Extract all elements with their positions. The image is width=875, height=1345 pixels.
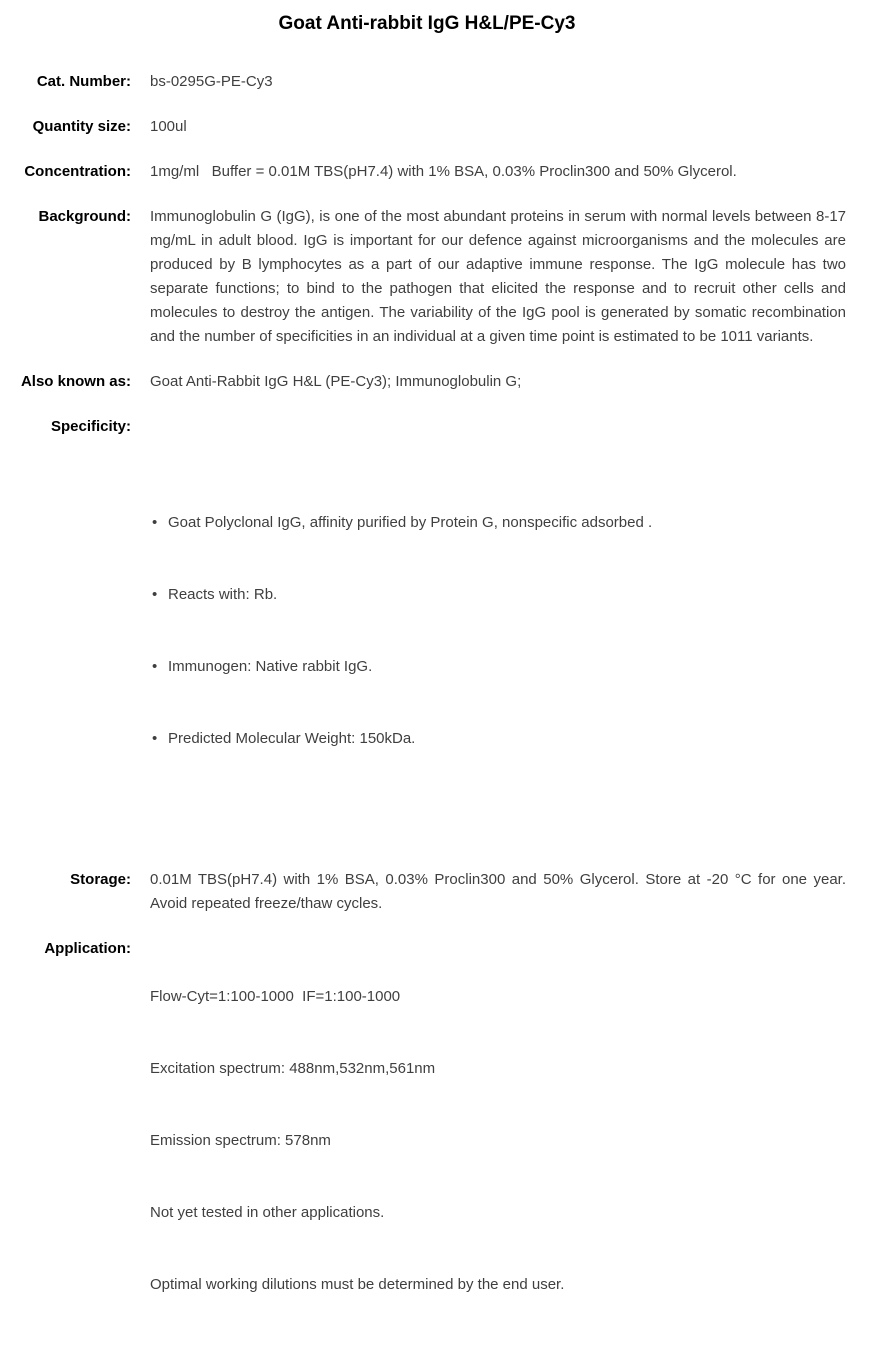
row-also-known-as [8, 370, 846, 394]
row-quantity-size [8, 115, 846, 139]
specificity-bullet-item: • Predicted Molecular Weight: 150kDa. [150, 727, 846, 751]
also-known-as-label: Also known as: [20, 373, 131, 390]
row-background [8, 205, 851, 349]
background-value: Immunoglobulin G (IgG), is one of the most abundant proteins in serum with normal levels between 8-17 mg/mL in adult blood. IgG is important for our defence against microorganisms and the molecules are produced by B lymphocytes as a part of our adaptive immune response. The IgG molecule has two separate functions; to bind to the pathogen that elicited the response and to recruit other cells and molecules to destroy the antigen. The variability of the IgG pool is generated by somatic recombination and the number of specificities in an individual at a given time point is estimated to be 1011 variants. [150, 208, 851, 345]
specificity-label: Specificity: [50, 418, 131, 435]
application-line: Emission spectrum: 578nm [150, 1132, 331, 1149]
row-cat-number [8, 70, 846, 94]
specificity-bullet-item: • Goat Polyclonal IgG, affinity purified by Protein G, nonspecific adsorbed . [150, 511, 846, 535]
cat-number-label: Cat. Number: [36, 73, 131, 90]
row-application [8, 937, 846, 1345]
storage-label: Storage: [70, 871, 131, 888]
specificity-bullet-list [150, 463, 846, 799]
concentration-label: Concentration: [24, 163, 131, 180]
row-concentration [8, 160, 846, 184]
application-value [150, 937, 846, 1345]
application-line: Excitation spectrum: 488nm,532nm,561nm [150, 1060, 436, 1077]
concentration-value: 1mg/ml Buffer = 0.01M TBS(pH7.4) with 1% BSA, 0.03% Proclin300 and 50% Glycerol. [150, 163, 737, 180]
application-label: Application: [44, 940, 131, 957]
row-specificity [8, 415, 846, 847]
application-line: Not yet tested in other applications. [150, 1204, 385, 1221]
also-known-as-value: Goat Anti-Rabbit IgG H&L (PE-Cy3); Immunoglobulin G; [150, 373, 522, 390]
row-storage [8, 868, 850, 916]
specificity-bullet-item: • Immunogen: Native rabbit IgG. [150, 655, 846, 679]
application-line: Flow-Cyt=1:100-1000 IF=1:100-1000 [150, 988, 401, 1005]
specificity-value [150, 415, 846, 847]
quantity-size-label: Quantity size: [32, 118, 131, 135]
specificity-bullet-item: • Reacts with: Rb. [150, 583, 846, 607]
cat-number-value: bs-0295G-PE-Cy3 [150, 73, 273, 90]
quantity-size-value: 100ul [150, 118, 187, 135]
page-title: Goat Anti-rabbit IgG H&L/PE-Cy3 [278, 13, 576, 34]
storage-value: 0.01M TBS(pH7.4) with 1% BSA, 0.03% Proclin300 and 50% Glycerol. Store at -20 °C for one year. Avoid repeated freeze/thaw cycles. [150, 871, 850, 912]
application-line: Optimal working dilutions must be determined by the end user. [150, 1276, 565, 1293]
background-label: Background: [38, 208, 131, 225]
